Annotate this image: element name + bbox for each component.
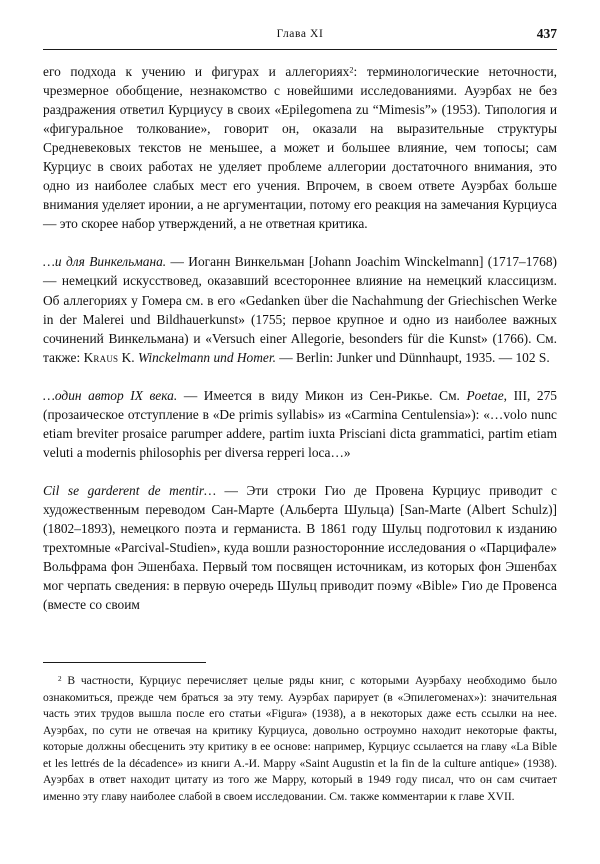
text-run: — Эти строки Гио де Провена Курциус приводит с художественным переводом Сан-Марте (Альберта Шульца) [San-Marte (Albert Schulz)] (1802–1893), немецкого поэта и германиста. В 1861 году Шульц подготовил к изданию трехтомные «Parcival-Studien», куда вошли разносторонние исследования о «Парцифале» Вольфрама фон Эшенбаха. Первый том посвящен источникам, из которых фон Эшенбах мог черпать сведения: в первую очередь Шульц приводит поэму «Bible» Гио де Провенса (вместе со своим — [43, 482, 557, 613]
paragraph — [43, 386, 557, 462]
text-run: — Berlin: Junker und Dünnhaupt, 1935. — 102 S. — [275, 349, 550, 365]
footnote-paragraph — [43, 673, 557, 805]
italic-run: Cil se garderent de mentir… — [43, 482, 217, 498]
text-run: — Иоганн Винкельман [Johann Joachim Winckelmann] (1717–1768) — немецкий искусствовед, оказавший всестороннее влияние на немецкий классицизм. Об аллегориях у Гомера см. в его «Gedanken über die Nachahmung der Griechischen Werke in der Malerei und Bildhauerkunst» (1755; первое крупное и одно из наиболее важных сочинений Винкельмана) и «Versuch einer Allegorie, besonders für die Kunst» (1766). См. также: — [43, 254, 557, 365]
footnote-text — [43, 673, 557, 805]
text-run: — Имеется в виду Микон из Сен-Рикье. См. — [177, 387, 467, 403]
running-head — [43, 28, 557, 62]
header-rule — [43, 49, 557, 50]
text-run: , III, 275 (прозаическое отступление в «De primis syllabis» из «Carmina Centulensia»): «…volo nunc etiam breviter prosaice parumper addere, partim iuxta Prisciani dicta grammatici, partim etiam veluti a modernis philosophis per diversa repperi loca…» — [43, 387, 557, 460]
text-run: : терминологические неточности, чрезмерное обобщение, незнакомство с новейшими исследованиями. Ауэрбах не без раздражения ответил Курциусу в своих «Epilegomena zu “Mimesis”» (1953). Типология и «фигуральное толкование», говорит он, оказали на выразительные структуры Средневековых текстов не меньшее, а может и большее влияние, чем топосы; сам Курциус в своих работах не уделяет проблеме аллегории достаточного внимания, это одно из наиболее слабых мест его учения. Впрочем, в своем ответе Ауэрбах больше внимания уделяет иронии, а не аргументации, потому его реакция на замечания Курциуса — это скорее набор утверждений, а не ответная критика. — [43, 64, 557, 232]
footnote-block — [43, 662, 557, 805]
paragraph-spacer — [43, 462, 557, 481]
paragraph — [43, 62, 557, 233]
body-text — [43, 62, 557, 614]
italic-run: …один автор IX века. — [43, 387, 178, 403]
italic-run: …и для Винкельмана. — [43, 254, 167, 270]
footnote-marker: 2 — [58, 674, 62, 683]
footnote-separator-rule — [43, 662, 206, 663]
italic-run: Poetae — [466, 387, 504, 403]
italic-run: Winckelmann und Homer. — [137, 349, 276, 365]
paragraph — [43, 481, 557, 614]
paragraph-spacer — [43, 233, 557, 252]
paragraph-spacer — [43, 367, 557, 386]
small-caps-run: Kraus — [83, 349, 119, 365]
footnote-marker: 2 — [349, 65, 354, 75]
text-run: В частности, Курциус перечисляет целые ряды книг, с которыми Ауэрбаху необходимо было ознакомиться, прежде чем браться за эту тему. Ауэрбах парирует (в «Эпилегоменах»): значительная часть этих трудов вышла после его статьи «Figura» (1938), а в некоторых даже есть ссылки на нее. Ауэрбах, по сути не отвечая на критику Курциуса, довольно остроумно находит некоторые факты, которые должны обесценить эту критику в ее основе: например, Курциус ссылается на главу «La Bible et les lettrés de la décadence» из книги А.-И. Марру «Saint Augustin et la fin de la culture antique» (1938). Ауэрбах в ответ находит цитату из того же Марру, который в 1949 году писал, что он сам считает именно эту главу наиболее слабой в своем исследовании. См. также комментарии к главе XVII. — [43, 674, 557, 803]
paragraph — [43, 252, 557, 366]
page-number: 437 — [536, 26, 557, 41]
text-run: K. — [118, 349, 138, 365]
text-run: его подхода к учению и фигурах и аллегориях — [43, 64, 350, 79]
chapter-title: Глава XI — [276, 28, 324, 40]
